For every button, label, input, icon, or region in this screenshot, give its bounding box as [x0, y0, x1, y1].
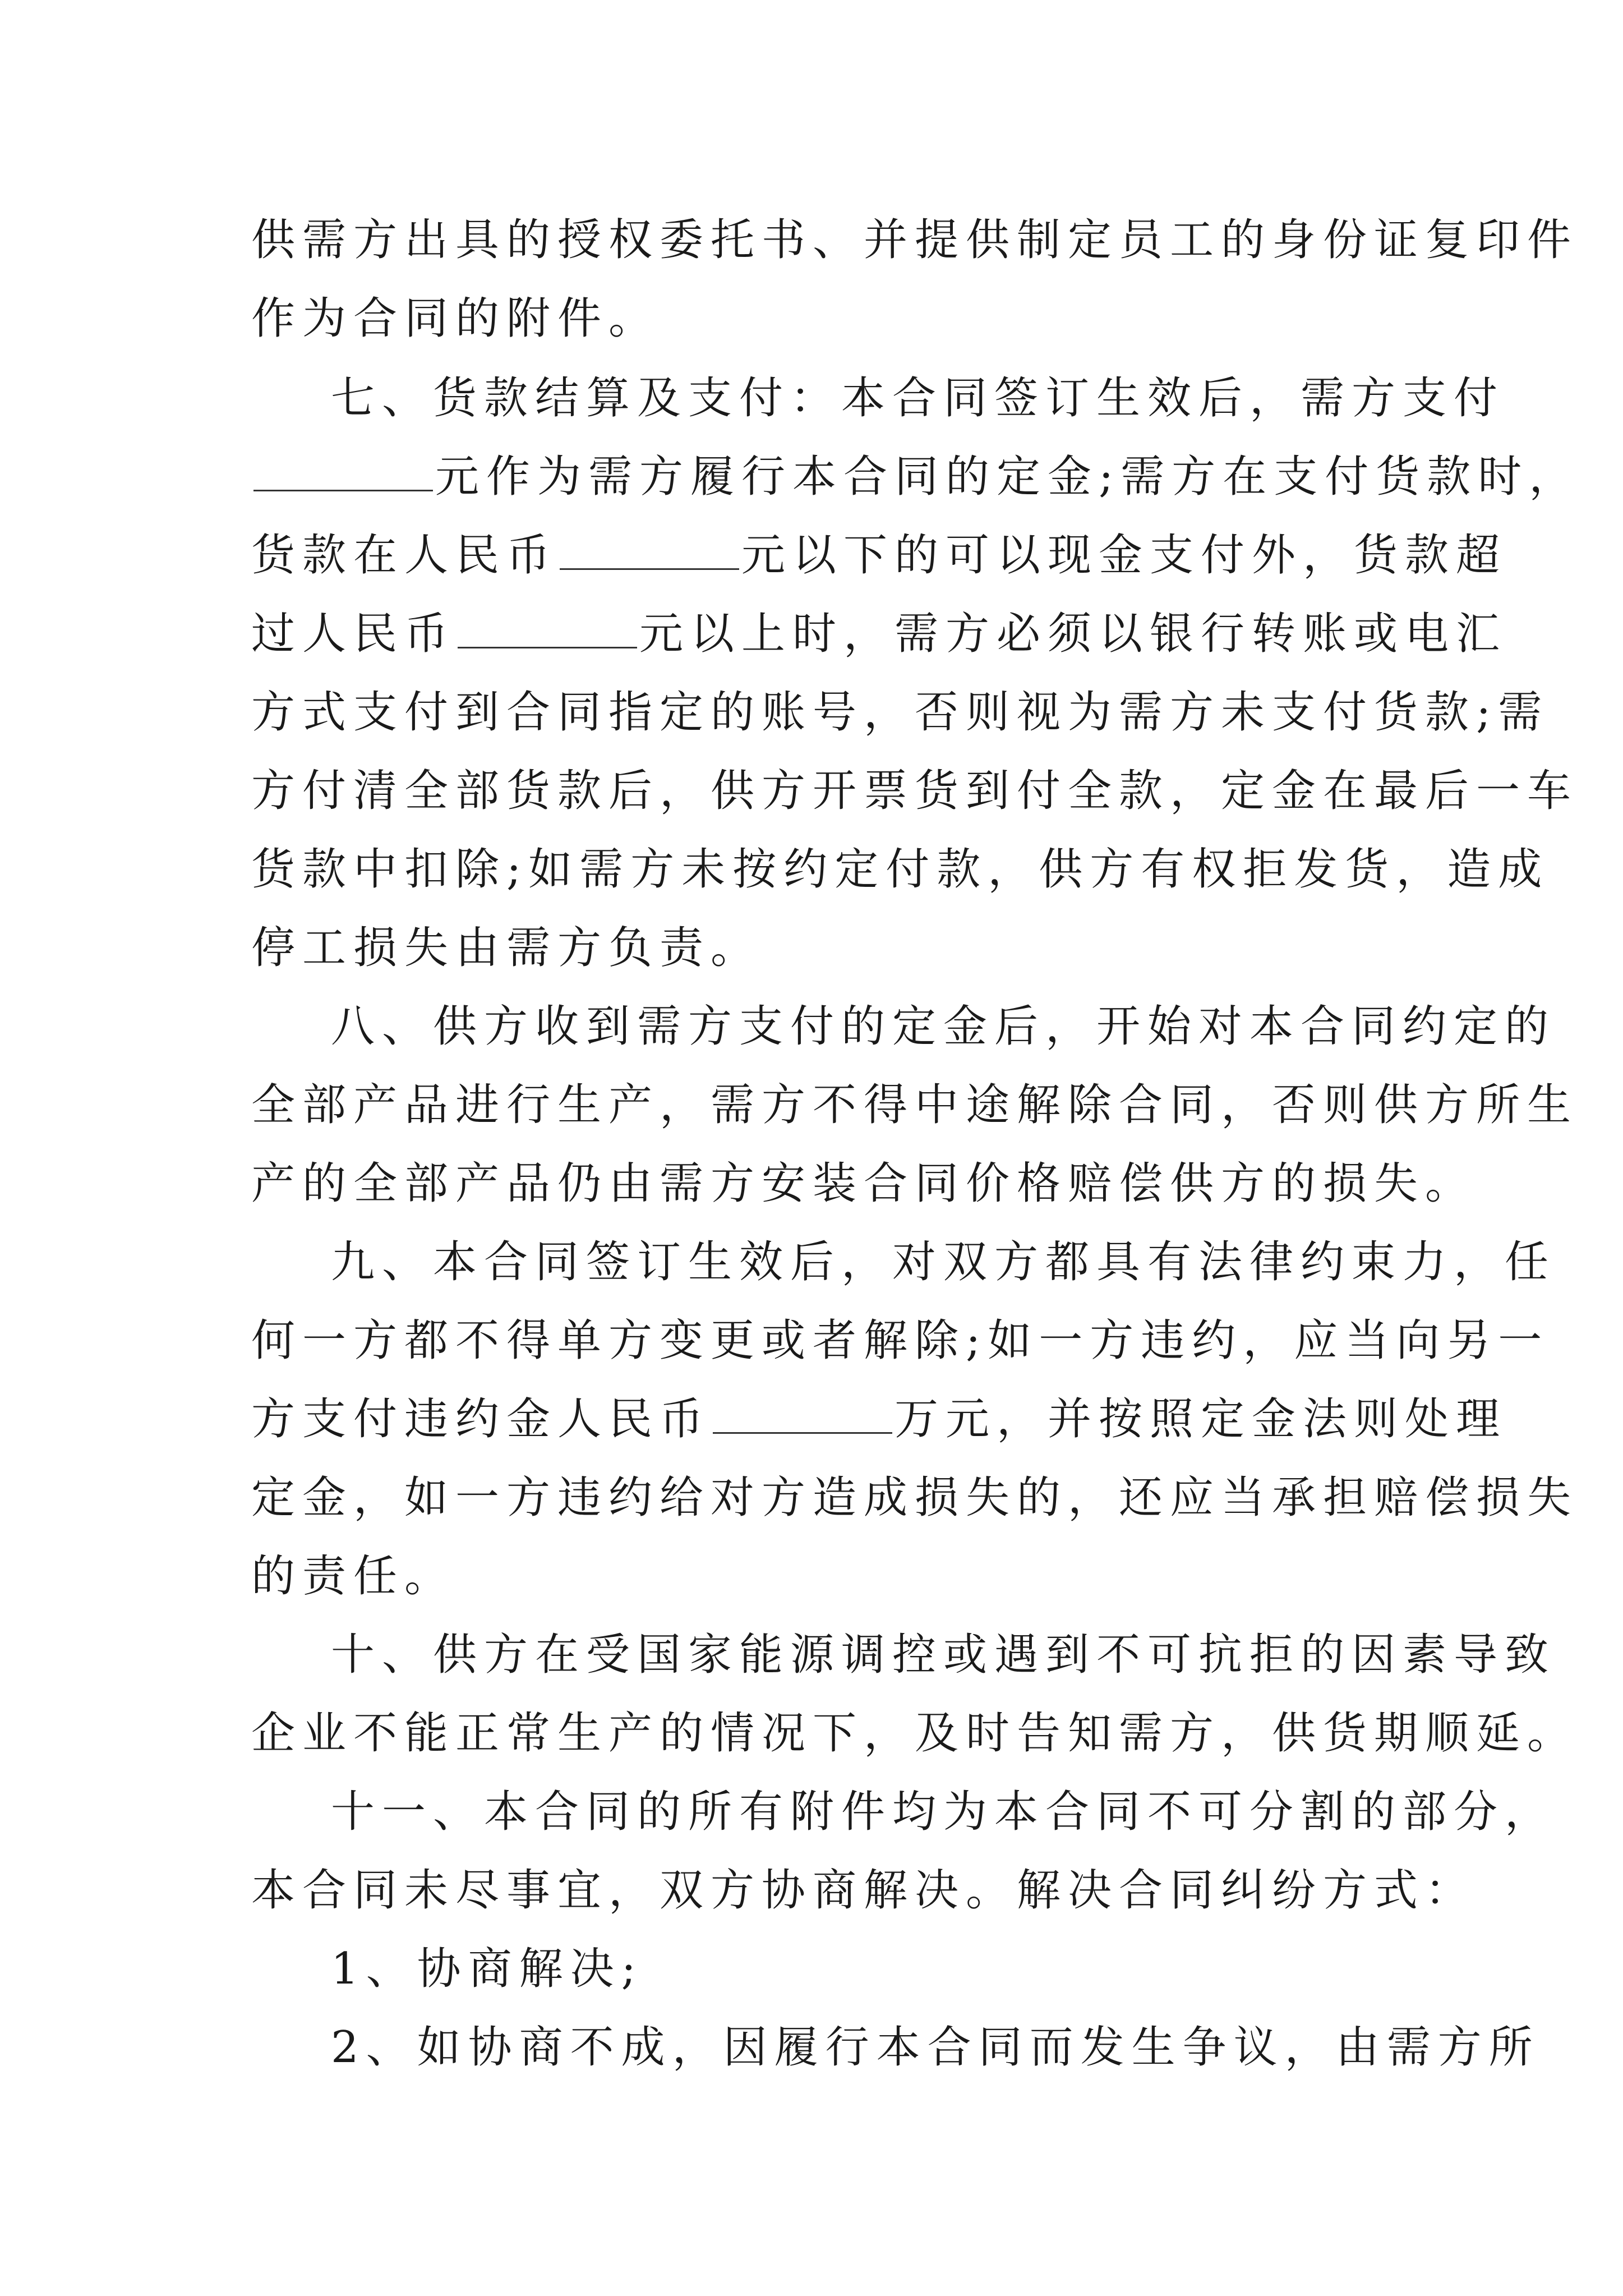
text-line: 本合同未尽事宜，双方协商解决。解决合同纠纷方式：	[251, 1865, 1477, 1916]
text-line: 作为合同的附件。	[251, 293, 660, 344]
deposit-amount-blank	[253, 454, 433, 491]
clause-10-heading-line: 十、供方在受国家能源调控或遇到不可抗拒的因素导致	[331, 1630, 1556, 1680]
list-item-1: 1、协商解决;	[331, 1944, 643, 1994]
text-line: 方付清全部货款后，供方开票货到付全款，定金在最后一车	[251, 766, 1579, 816]
text-line: 停工损失由需方负责。	[251, 923, 762, 973]
text-line: 定金，如一方违约给对方造成损失的，还应当承担赔偿损失	[251, 1473, 1579, 1523]
clause-7-heading-line: 七、货款结算及支付：本合同签订生效后，需方支付	[331, 373, 1505, 424]
text-line: 元作为需方履行本合同的定金;需方在支付货款时，	[251, 449, 1580, 505]
text-line: 全部产品进行生产，需方不得中途解除合同，否则供方所生	[251, 1080, 1579, 1130]
clause-9-heading-line: 九、本合同签订生效后，对双方都具有法律约束力，任	[331, 1237, 1556, 1287]
penalty-amount-blank	[713, 1396, 892, 1434]
transfer-limit-blank	[458, 611, 637, 648]
text-line: 方支付违约金人民币 万元，并按照定金法则处理	[251, 1394, 1507, 1444]
text-line: 过人民币 元以上时，需方必须以银行转账或电汇	[251, 609, 1507, 659]
text-line: 货款在人民币 元以下的可以现金支付外，货款超	[251, 530, 1507, 581]
text-line: 货款中扣除;如需方未按约定付款，供方有权拒发货，造成	[251, 844, 1550, 895]
clause-11-heading-line: 十一、本合同的所有附件均为本合同不可分割的部分，	[331, 1787, 1556, 1837]
text-line: 企业不能正常生产的情况下，及时告知需方，供货期顺延。	[251, 1708, 1579, 1759]
text-line: 产的全部产品仍由需方安装合同价格赔偿供方的损失。	[251, 1158, 1477, 1209]
text-line: 方式支付到合同指定的账号，否则视为需方未支付货款;需	[251, 687, 1550, 738]
list-item-2: 2、如协商不成，因履行本合同而发生争议，由需方所	[331, 2022, 1540, 2073]
text-line: 何一方都不得单方变更或者解除;如一方违约，应当向另一	[251, 1315, 1550, 1366]
text-line: 的责任。	[251, 1551, 456, 1602]
clause-8-heading-line: 八、供方收到需方支付的定金后，开始对本合同约定的	[331, 1001, 1556, 1052]
text-line: 供需方出具的授权委托书、并提供制定员工的身份证复印件	[251, 215, 1579, 265]
cash-limit-blank	[560, 532, 739, 570]
